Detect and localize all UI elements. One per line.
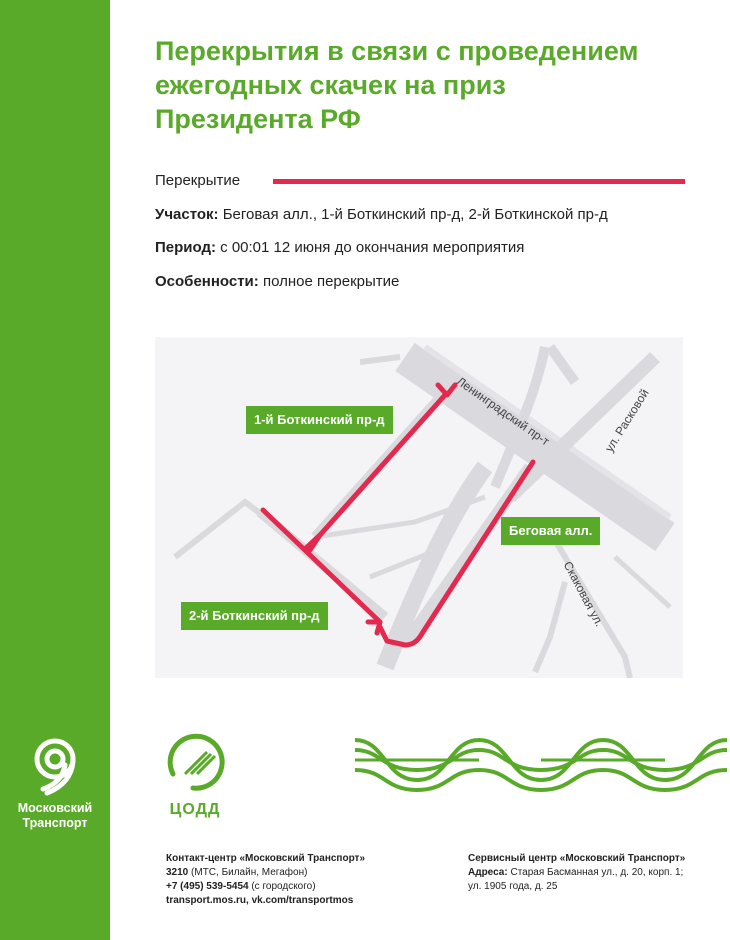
road-label-skakovaya: Скаковая ул. [560,559,607,629]
contact-short-number-note: (МТС, Билайн, Мегафон) [188,867,308,878]
info-section [155,206,608,224]
contact-phone[interactable]: +7 (495) 539-5454 [166,881,249,892]
road-raskovoy-north [550,347,575,382]
moscow-transport-logo [0,735,110,831]
section-value: Беговая алл., 1-й Боткинский пр-д, 2-й Боткинской пр-д [218,206,608,223]
legend-label: Перекрытие [155,172,241,189]
sidebar-logo-line2: Транспорт [22,816,88,830]
features-value: полное перекрытие [258,273,400,290]
page-title [155,34,715,136]
info-period [155,239,524,257]
tag-botkinsky2: 2-й Боткинский пр-д [181,602,328,630]
moscow-transport-nine-icon [23,735,87,797]
period-label: Период: [155,239,216,256]
features-label: Особенности: [155,273,259,290]
contact-phone-note: (с городского) [248,881,316,892]
contact-short-number[interactable]: 3210 [166,867,189,878]
contact-short-number-row [166,866,426,880]
sidebar-logo-line1: Московский [17,801,93,815]
closure-legend [155,172,685,192]
info-features [155,273,399,291]
tag-begovaya: Беговая алл. [501,517,600,545]
service-address-row [468,866,708,880]
closure-map [155,337,683,678]
road-label-raskovoy: ул. Расковой [602,386,652,455]
road-south [535,582,565,672]
brand-sidebar [0,0,110,940]
service-address-label: Адреса: [468,867,508,878]
codd-logo [160,730,230,819]
codd-label: ЦОДД [169,801,221,818]
footer-contact-center [166,852,426,908]
legend-closure-line [273,179,685,184]
road-label-leningradsky: Ленинградский пр-т [453,374,553,449]
footer-service-center [468,852,708,894]
title-line-2: ежегодных скачек на приз [155,70,506,100]
codd-ring-icon [163,730,227,794]
road-east [615,557,670,607]
title-line-3: Президента РФ [155,104,361,134]
contact-sites-link[interactable]: transport.mos.ru, vk.com/transportmos [166,895,354,906]
section-label: Участок: [155,206,219,223]
service-center-title: Сервисный центр «Московский Транспорт» [468,853,686,864]
contact-center-title: Контакт-центр «Московский Транспорт» [166,853,366,864]
service-address-line2: ул. 1905 года, д. 25 [468,881,558,892]
tag-botkinsky1: 1-й Боткинский пр-д [246,406,393,434]
period-value: с 00:01 12 июня до окончания мероприятия [216,239,525,256]
service-address-line1: Старая Басманная ул., д. 20, корп. 1; [507,867,684,878]
road-west [175,502,265,557]
title-line-1: Перекрытия в связи с проведением [155,36,639,66]
decorative-waves-icon [355,728,727,792]
road-north-stub [360,357,400,362]
contact-phone-row [166,880,426,894]
